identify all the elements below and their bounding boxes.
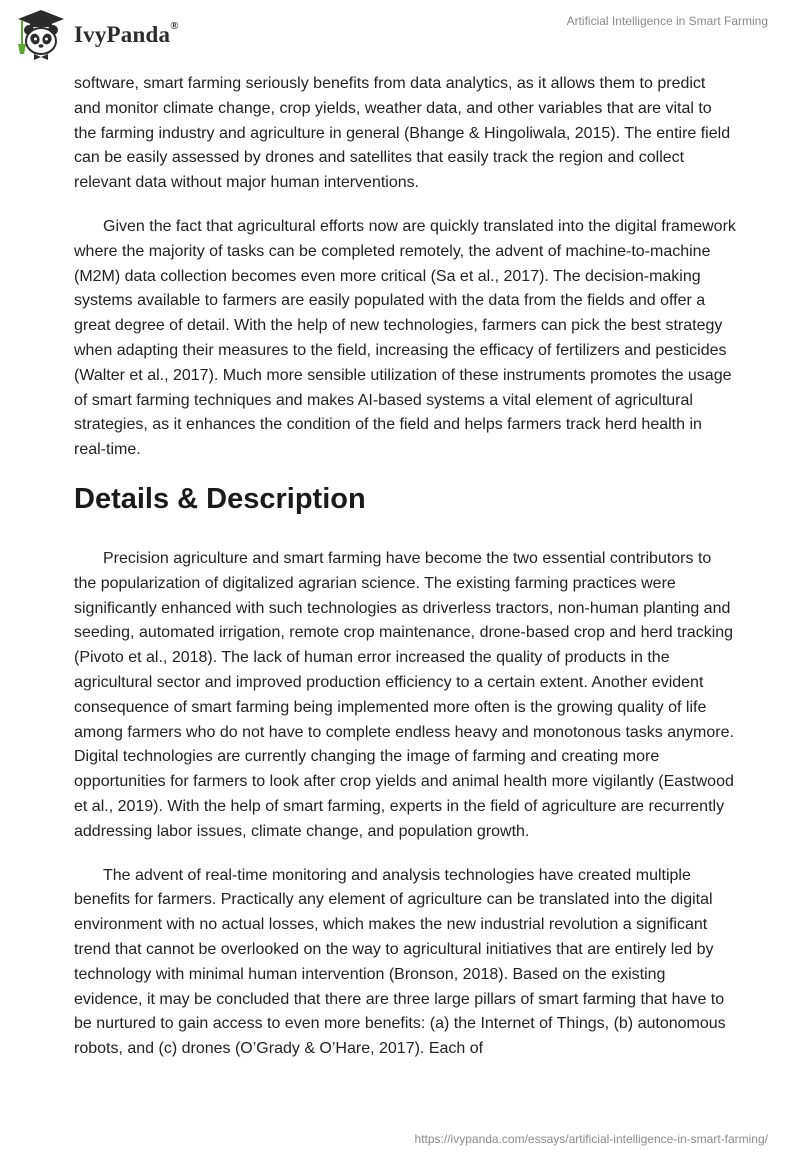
paragraph: Given the fact that agricultural efforts now are quickly translated into the digital framework where the majority of tasks can be completed remotely, the advent of machine-to-machine (M2M) data collection becomes even more critical (Sa et al., 2017). The decision-making systems available to farmers are easily populated with the data from the fields and offer a great degree of detail. With the help of new technologies, farmers can pick the best strategy when adapting their measures to the field, increasing the efficacy of fertilizers and pesticides (Walter et al., 2017). Much more sensible utilization of these instruments promotes the usage of smart farming techniques and makes AI-based systems a vital element of agricultural strategies, as it enhances the condition of the field and helps farmers track herd health in real-time.: [74, 217, 736, 459]
paragraph: The advent of real-time monitoring and analysis technologies have created multiple benefits for farmers. Practically any element of agriculture can be translated into the digital environment with no actual losses, which makes the new industrial revolution a significant trend that cannot be overlooked on the way to agricultural initiatives that are entirely led by technology with minimal human intervention (Bronson, 2018). Based on the existing evidence, it may be concluded that there are three large pillars of smart farming that have to be nurtured to gain access to even more benefits: (a) the Internet of Things, (b) autonomous robots, and (c) drones (O’Grady & O’Hare, 2017). Each of: [74, 866, 726, 1058]
page-header: [0, 0, 800, 70]
brand-name: IvyPanda®: [74, 20, 179, 47]
section-heading: Details & Description: [74, 482, 366, 515]
document-title: Artificial Intelligence in Smart Farming: [566, 14, 768, 28]
ivypanda-logo[interactable]: [14, 8, 179, 60]
paragraph: Precision agriculture and smart farming have become the two essential contributors to the popularization of digitalized agrarian science. The existing farming practices were significantly enhanced with such technologies as driverless tractors, non-human planting and seeding, automated irrigation, remote crop maintenance, drone-based crop and herd tracking (Pivoto et al., 2018). The lack of human error increased the quality of products in the agricultural sector and improved production efficiency to a certain extent. Another evident consequence of smart farming being implemented more often is the growing quality of life among farmers who do not have to complete endless heavy and monotonous tasks anymore. Digital technologies are currently changing the image of farming and creating more opportunities for farmers to look after crop yields and animal health more vigilantly (Eastwood et al., 2019). With the help of smart farming, experts in the field of agriculture are recurrently addressing labor issues, climate change, and population growth.: [74, 549, 734, 840]
source-url[interactable]: https://ivypanda.com/essays/artificial-intelligence-in-smart-farming/: [414, 1132, 768, 1146]
panda-graduate-icon: [14, 8, 68, 60]
paragraph: software, smart farming seriously benefits from data analytics, as it allows them to predict and monitor climate change, crop yields, weather data, and other variables that are vital to the farming industry and agriculture in general (Bhange & Hingoliwala, 2015). The entire field can be easily assessed by drones and satellites that easily track the region and collect relevant data without major human interventions.: [74, 75, 731, 192]
essay-body: [74, 72, 736, 1081]
